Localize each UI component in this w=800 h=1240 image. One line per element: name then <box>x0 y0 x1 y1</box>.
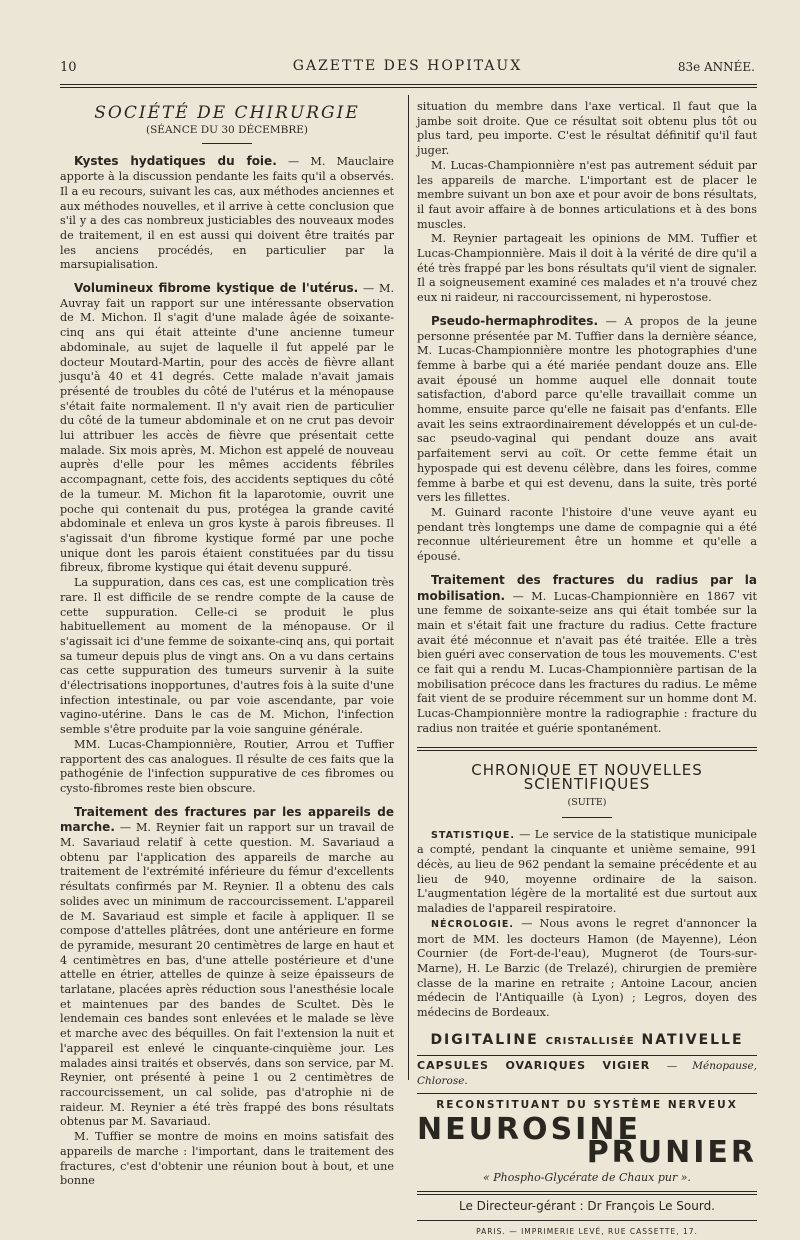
heading-fractures-marche: Traitement des fractures par les appareils de marche. <box>60 804 394 835</box>
header-rule-2 <box>60 87 757 88</box>
paragraph-situation: situation du membre dans l'axe vertical. Il faut que la jambe soit droite. Que ce résultat soit obtenu plus tôt ou plus tard, peu importe. C'est le résultat définitif qu'il faut juger. <box>417 100 757 158</box>
heading-fibrome: Volumineux fibrome kystique de l'utérus. <box>74 281 359 296</box>
header-rule <box>60 84 757 85</box>
director-rule <box>417 1191 757 1195</box>
section-subtitle: (SÉANCE DU 30 DÉCEMBRE) <box>146 123 308 136</box>
article-fractures-marche <box>60 805 394 1130</box>
director-line: Le Directeur-gérant : Dr François Le Sourd. <box>459 1199 715 1214</box>
ad-capsules-name: CAPSULES OVARIQUES VIGIER <box>417 1059 651 1073</box>
page-header <box>60 58 755 78</box>
text-statistique: — Le service de la statistique municipale a compté, pendant la cinquante et unième semaine, 991 décès, au lieu de 962 pendant la semaine précédente et au lieu de 940, moyenne ordinaire de la saison. L'augmentation légère de la mortalité est due surtout aux maladies de l'appareil respiratoire. <box>417 827 757 916</box>
printer-line: PARIS. — IMPRIMERIE LEVÉ, RUE CASSETTE, 17. <box>417 1220 757 1240</box>
ad-capsules-indication: — Ménopause, Chlorose. <box>417 1060 757 1088</box>
page-number: 10 <box>60 60 77 75</box>
section-title: SOCIÉTÉ DE CHIRURGIE <box>94 103 360 123</box>
journal-title: GAZETTE DES HOPITAUX <box>292 58 523 74</box>
heading-radius: Traitement des fractures du radius par la mobilisation. <box>417 572 757 603</box>
ad-digitaline-brand: NATIVELLE <box>641 1031 744 1048</box>
chronique-rule <box>417 747 757 751</box>
paragraph-lucas: M. Lucas-Championnière n'est pas autrement séduit par les appareils de marche. L'important est de placer le membre suivant un bon axe et pour avoir de bons résultats, il faut avoir affaire à de bonnes articulations et à des bons muscles. <box>417 158 757 231</box>
chronique-title: CHRONIQUE ET NOUVELLES SCIENTIFIQUES <box>471 760 703 794</box>
ad-neurosine: NEUROSINE <box>417 1111 641 1147</box>
label-statistique: STATISTIQUE. <box>431 829 515 841</box>
item-necrologie <box>417 917 757 1021</box>
ad-prunier: PRUNIER <box>586 1134 757 1170</box>
item-statistique <box>417 828 757 917</box>
section-rule <box>202 143 252 144</box>
paragraph-suppuration: La suppuration, dans ces cas, est une complication très rare. Il est difficile de se rendre compte de la cause de cette suppuration. Celle-ci se produit le plus habituellement au moment de la ménopause. Or il s'agissait ici d'une femme de soixante-cinq ans, qui portait sa tumeur depuis plus de vingt ans. On a vu dans certains cas cette suppuration des tumeurs survenir à la suite d'électrisations inopportunes, d'autres fois à la suite d'une infection intestinale, ou par voie ascendante, par voie vagino-utérine. Dans le cas de M. Michon, l'infection semble s'être produite par la voie sanguine générale. <box>60 576 394 737</box>
heading-kystes: Kystes hydatiques du foie. <box>74 154 277 169</box>
text-kystes: — M. Mauclaire apporte à la discussion pendante les faits qu'il a observés. Il a eu recours, suivant les cas, aux méthodes anciennes et aux méthodes nouvelles, et il arrive à cette conclusion que s'il y a des cas nombreux justiciables des nouveaux modes de traitement, il en est aussi qui doivent être traités par les anciens procédés, en particulier par la marsupialisation. <box>60 155 394 272</box>
advertisements <box>417 1033 757 1240</box>
text-necrologie: — Nous avons le regret d'annoncer la mort de MM. les docteurs Hamon (de Mayenne), Léon Cournier (de Fort-de-l'eau), Mugnerot (de Tours-sur-Marne), H. Le Barzic (de Trelazé), chirurgien de première classe de la marine en retraite ; Antoine Lacour, ancien médecin de l'Antiquaille (à Lyon) ; Legros, doyen des médecins de Bordeaux. <box>417 916 757 1020</box>
article-kystes <box>60 154 394 273</box>
left-column <box>60 100 394 1189</box>
ad-capsules <box>417 1055 757 1088</box>
heading-pseudo: Pseudo-hermaphrodites. <box>431 313 598 328</box>
label-necrologie: NÉCROLOGIE. <box>431 918 515 930</box>
text-fibrome: — M. Auvray fait un rapport sur une intéressante observation de M. Michon. Il s'agit d'une malade âgée de soixante-cinq ans qui était atteinte d'une ancienne tumeur abdominale, au sujet de laquelle il fut appelé par le docteur Moutard-Martin, pour des accès de fièvre allant jusqu'à 40 et 41 degrés. Cette malade n'avait jamais présenté de troubles du côté de l'utérus et la ménopause s'était faite normalement. Il n'y avait rien de particulier du côté de la tumeur abdominale et on ne crut pas devoir lui attribuer les accès de fièvre que présentait cette malade. Six mois après, M. Michon est appelé de nouveau auprès d'elle pour les mêmes accidents fébriles accompagnant, cette fois, des accidents septiques du côté de la tumeur. M. Michon fit la laparotomie, ouvrit une poche qui contenait du pus, protégea la grande cavité abdominale et enleva un gros kyste à parois fibreuses. Il s'agissait d'un fibrome kystique formé par une poche unique dont les parois étaient constituées par du tissu fibreux, fibrome kystique qui était devenu suppuré. <box>60 282 394 575</box>
volume-year: 83e ANNÉE. <box>677 60 755 74</box>
ad-phospho: « Phospho-Glycérate de Chaux pur ». <box>483 1170 691 1184</box>
article-radius <box>417 573 757 737</box>
ad-digitaline-name: DIGITALINE <box>430 1031 539 1048</box>
column-divider <box>408 95 409 1080</box>
article-fibrome <box>60 281 394 576</box>
paragraph-tuffier: M. Tuffier se montre de moins en moins satisfait des appareils de marche : l'important, dans le traitement des fractures, c'est d'obtenir une réunion bout à bout, et une bonne <box>60 1130 394 1188</box>
chronique-short-rule <box>562 817 612 818</box>
text-fractures-marche: — M. Reynier fait un rapport sur un travail de M. Savariaud relatif à cette question. M. Savariaud a obtenu par l'application des appareils de marche au traitement de l'extrémité inférieure du fémur d'excellents résultats confirmés par M. Reynier. Il a obtenu des cals solides avec un minimum de raccourcissement. L'appareil de M. Savariaud est simple et facile à appliquer. Il se compose d'attelles plâtrées, dont une antérieure en forme de pyramide, mesurant 20 centimètres de large en haut et 4 centimètres en bas, d'une attelle postérieure et d'une attelle en étrier, attelles de quinze à seize épaisseurs de tarlatane, placées après réduction sous l'anesthésie locale et maintenues par des bandes de Scultet. Dès le lendemain ces bandes sont enlevées et le malade se lève et marche avec des béquilles. On fait l'extension la nuit et l'appareil est enlevé le cinquante-cinquième jour. Les malades ainsi traités et observés, dans son service, par M. Reynier, ont présenté à peine 1 ou 2 centimètres de raccourcissement, un cal solide, pas d'atrophie ni de raideur. M. Reynier a été très frappé des bons résultats obtenus par M. Savariaud. <box>60 821 394 1129</box>
article-pseudo <box>417 314 757 506</box>
ad-reconstituant: RECONSTITUANT DU SYSTÈME NERVEUX <box>417 1093 757 1113</box>
text-radius: — M. Lucas-Championnière en 1867 vit une femme de soixante-seize ans qui était tombée sur la main et s'était fait une fracture du radius. Cette fracture avait été méconnue et n'avait pas été traitée. Elle a très bien guéri avec conservation de tous les mouvements. C'est ce fait qui a rendu M. Lucas-Championnière partisan de la mobilisation précoce dans les fractures du radius. Le même fait vient de se produire récemment sur un homme dont M. Lucas-Championnière montre la radiographie : fracture du radius non traitée et guérie spontanément. <box>417 589 757 735</box>
paragraph-reynier: M. Reynier partageait les opinions de MM. Tuffier et Lucas-Championnière. Mais il doit à la vérité de dire qu'il a été très frappé par les bons résultats qu'il vient de signaler. Il a soigneusement examiné ces malades et n'a trouvé chez eux ni raideur, ni raccourcissement, ni hyperostose. <box>417 232 757 305</box>
paragraph-analogues: MM. Lucas-Championnière, Routier, Arrou et Tuffier rapportent des cas analogues. Il résulte de ces faits que la pathogénie de l'infection suppurative de ces fibromes ou cysto-fibromes reste bien obscure. <box>60 737 394 795</box>
chronique-subtitle: (SUITE) <box>567 796 607 808</box>
ad-digitaline <box>417 1033 757 1050</box>
ad-digitaline-type: CRISTALLISÉE <box>545 1035 635 1047</box>
paragraph-guinard: M. Guinard raconte l'histoire d'une veuve ayant eu pendant très longtemps une dame de compagnie qui a été reconnue ultérieurement être un homme et qu'elle a épousé. <box>417 505 757 564</box>
right-column <box>417 100 757 1240</box>
text-pseudo: — A propos de la jeune personne présentée par M. Tuffier dans la dernière séance, M. Lucas-Championnière montre les photographies d'une femme à barbe qui a été mariée pendant douze ans. Elle avait épousé un homme auquel elle donnait toute satisfaction, d'abord parce qu'elle travaillait comme un homme, ensuite parce qu'elle ne faisait pas d'enfants. Elle avait les seins extraordinairement développés et un cul-de-sac pseudo-vaginal qui pendant douze ans avait parfaitement servi au coït. Or cette femme était un hypospade qui est devenu célèbre, dans les foires, comme femme à barbe et qui est devenu, dans la suite, très porté vers les fillettes. <box>417 314 757 505</box>
